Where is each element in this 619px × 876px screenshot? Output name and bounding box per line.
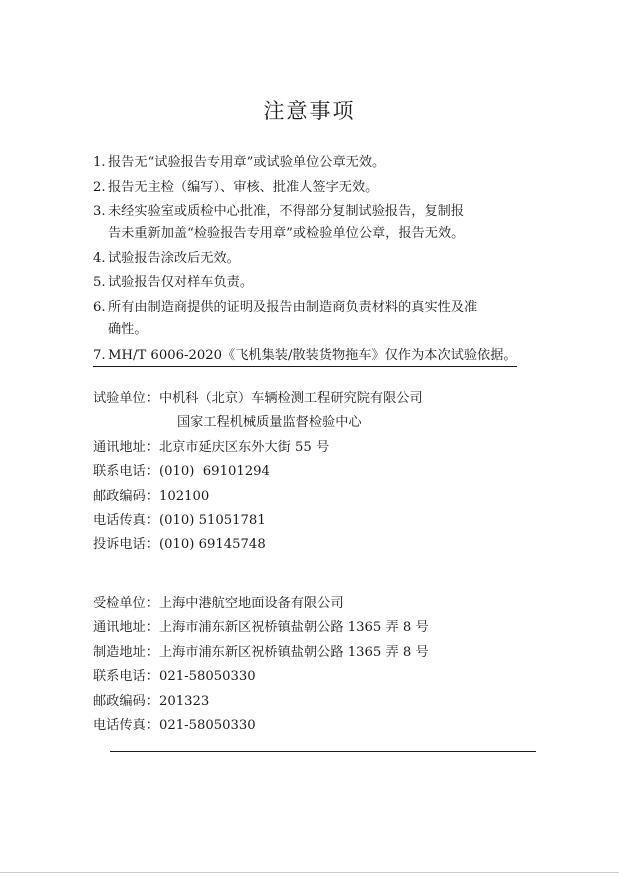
note-number: 4. <box>93 250 106 266</box>
note-item-1 <box>93 152 563 174</box>
note-text: 报告无主检（编写）、审核、批准人签字无效。 <box>108 179 379 195</box>
phone-value: 021-58050330 <box>158 669 256 685</box>
client-unit-block <box>93 592 563 738</box>
phone-value: (010) 69101294 <box>158 464 270 480</box>
note-text: 报告无“试验报告专用章”或试验单位公章无效。 <box>108 155 386 170</box>
postcode-label: 邮政编码： <box>93 693 159 709</box>
end-divider <box>110 751 536 752</box>
test-unit-postcode-row <box>93 485 563 509</box>
test-unit-name-line1: 中机科（北京）车辆检测工程研究院有限公司 <box>158 391 423 406</box>
fax-label: 电话传真： <box>93 512 159 528</box>
test-unit-label: 试验单位： <box>93 391 159 406</box>
client-unit-name: 上海中港航空地面设备有限公司 <box>158 596 344 611</box>
address-value: 北京市延庆区东外大街 55 号 <box>158 439 330 455</box>
page-edge-divider <box>0 872 619 873</box>
phone-label: 联系电话： <box>93 669 159 685</box>
test-unit-name-line2: 国家工程机械质量监督检验中心 <box>177 415 362 431</box>
complaint-label: 投诉电话： <box>93 537 159 553</box>
mfg-address-label: 制造地址： <box>93 644 159 660</box>
client-unit-row <box>93 592 563 616</box>
note-text <box>108 297 563 341</box>
note-number: 1. <box>93 155 106 170</box>
note-item-4 <box>93 248 563 270</box>
note-text: 试验报告涂改后无效。 <box>108 250 240 266</box>
test-unit-row <box>93 387 563 411</box>
phone-label: 联系电话： <box>93 464 159 480</box>
note-item-2 <box>93 177 563 199</box>
test-unit-fax-row <box>93 509 563 533</box>
client-fax-row <box>93 714 563 738</box>
address-value: 上海市浦东新区祝桥镇盐朝公路 1365 弄 8 号 <box>158 620 429 636</box>
note-text: MH/T 6006-2020《飞机集装/散装货物拖车》仅作为本次试验依据。 <box>108 347 517 363</box>
client-address-row <box>93 616 563 640</box>
note-text-line: 所有由制造商提供的证明及报告由制造商负责材料的真实性及准 <box>108 299 478 315</box>
client-mfg-address-row <box>93 641 563 665</box>
postcode-label: 邮政编码： <box>93 488 159 504</box>
note-number: 2. <box>93 179 106 195</box>
test-unit-phone-row <box>93 460 563 484</box>
notes-list <box>93 152 563 369</box>
note-text-line: 确性。 <box>108 321 148 337</box>
client-phone-row <box>93 665 563 689</box>
note-text: 试验报告仅对样车负责。 <box>108 275 254 291</box>
note-text-line: 告未重新加盖“检验报告专用章”或检验单位公章，报告无效。 <box>108 226 465 242</box>
page-title: 注意事项 <box>263 99 356 123</box>
note-number: 3. <box>93 204 106 220</box>
postcode-value: 201323 <box>158 693 210 709</box>
postcode-value: 102100 <box>158 488 210 504</box>
test-unit-address-row <box>93 436 563 460</box>
mfg-address-value: 上海市浦东新区祝桥镇盐朝公路 1365 弄 8 号 <box>158 644 429 660</box>
note-number: 6. <box>93 299 106 315</box>
fax-value: 021-58050330 <box>158 717 256 733</box>
note-item-6 <box>93 297 563 341</box>
note-text <box>108 201 563 245</box>
test-unit-name-row2 <box>93 411 563 435</box>
client-unit-label: 受检单位： <box>93 596 159 611</box>
address-label: 通讯地址： <box>93 439 159 455</box>
test-unit-complaint-row <box>93 533 563 557</box>
note-item-5 <box>93 272 563 294</box>
note-number: 5. <box>93 275 106 291</box>
fax-label: 电话传真： <box>93 717 159 733</box>
fax-value: (010) 51051781 <box>158 512 266 528</box>
complaint-value: (010) 69145748 <box>158 537 266 553</box>
test-unit-block <box>93 387 563 558</box>
address-label: 通讯地址： <box>93 620 159 636</box>
note-text-line: 未经实验室或质检中心批准，不得部分复制试验报告，复制报 <box>108 204 465 220</box>
note-item-7 <box>93 346 517 367</box>
client-postcode-row <box>93 690 563 714</box>
note-number: 7. <box>93 347 106 363</box>
note-item-3 <box>93 201 563 245</box>
